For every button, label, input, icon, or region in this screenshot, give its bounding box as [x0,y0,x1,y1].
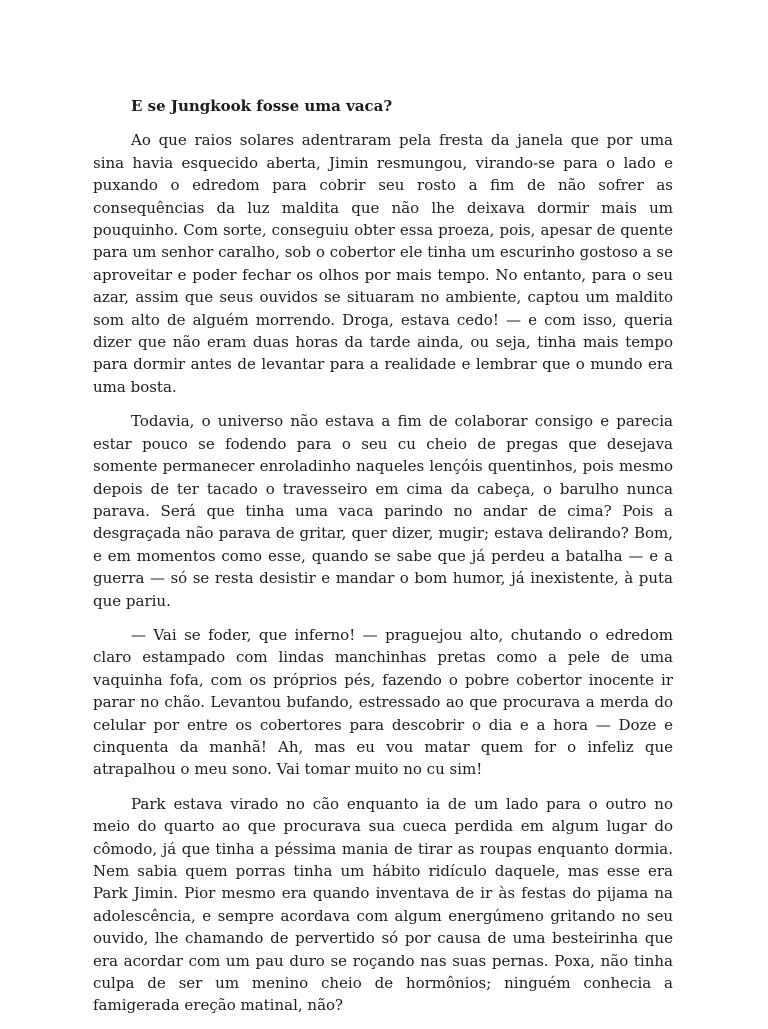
paragraph-3: — Vai se foder, que inferno! — praguejou alto, chutando o edredom claro estampado com lindas manchinhas pretas como a pele de uma vaquinha fofa, com os próprios pés, fazendo o pobre cobertor inocente ir parar no chão. Levantou bufando, estressado ao que procurava a merda do celular por entre os cobertores para descobrir o dia e a hora — Doze e cinquenta da manhã! Ah, mas eu vou matar quem for o infeliz que atrapalhou o meu sono. Vai tomar muito no cu sim! [93,625,673,779]
paragraph-4: Park estava virado no cão enquanto ia de um lado para o outro no meio do quarto ao que procurava sua cueca perdida em algum lugar do cômodo, já que tinha a péssima mania de tirar as roupas enquanto dormia. Nem sabia quem porras tinha um hábito ridículo daquele, mas esse era Park Jimin. Pior mesmo era quando inventava de ir às festas do pijama na adolescência, e sempre acordava com algum energúmeno gritando no seu ouvido, lhe chamando de pervertido só por causa de uma besteirinha que era acordar com um pau duro se roçando nas suas pernas. Poxa, não tinha culpa de ser um menino cheio de hormônios; ninguém conhecia a famigerada ereção matinal, não? [93,794,673,1015]
document-page [93,95,673,1029]
document-title: E se Jungkook fosse uma vaca? [131,97,393,115]
paragraph-2: Todavia, o universo não estava a fim de colaborar consigo e parecia estar pouco se fodendo para o seu cu cheio de pregas que desejava somente permanecer enroladinho naqueles lençóis quentinhos, pois mesmo depois de ter tacado o travesseiro em cima da cabeça, o barulho nunca parava. Será que tinha uma vaca parindo no andar de cima? Pois a desgraçada não parava de gritar, quer dizer, mugir; estava delirando? Bom, e em momentos como esse, quando se sabe que já perdeu a batalha — e a guerra — só se resta desistir e mandar o bom humor, já inexistente, à puta que pariu. [93,412,673,610]
paragraph-1: Ao que raios solares adentraram pela fresta da janela que por uma sina havia esquecido aberta, Jimin resmungou, virando-se para o lado e puxando o edredom para cobrir seu rosto a fim de não sofrer as consequências da luz maldita que não lhe deixava dormir mais um pouquinho. Com sorte, conseguiu obter essa proeza, pois, apesar de quente para um senhor caralho, sob o cobertor ele tinha um escurinho gostoso a se aproveitar e poder fechar os olhos por mais tempo. No entanto, para o seu azar, assim que seus ouvidos se situaram no ambiente, captou um maldito som alto de alguém morrendo. Droga, estava cedo! — e com isso, queria dizer que não eram duas horas da tarde ainda, ou seja, tinha mais tempo para dormir antes de levantar para a realidade e lembrar que o mundo era uma bosta. [93,131,673,396]
